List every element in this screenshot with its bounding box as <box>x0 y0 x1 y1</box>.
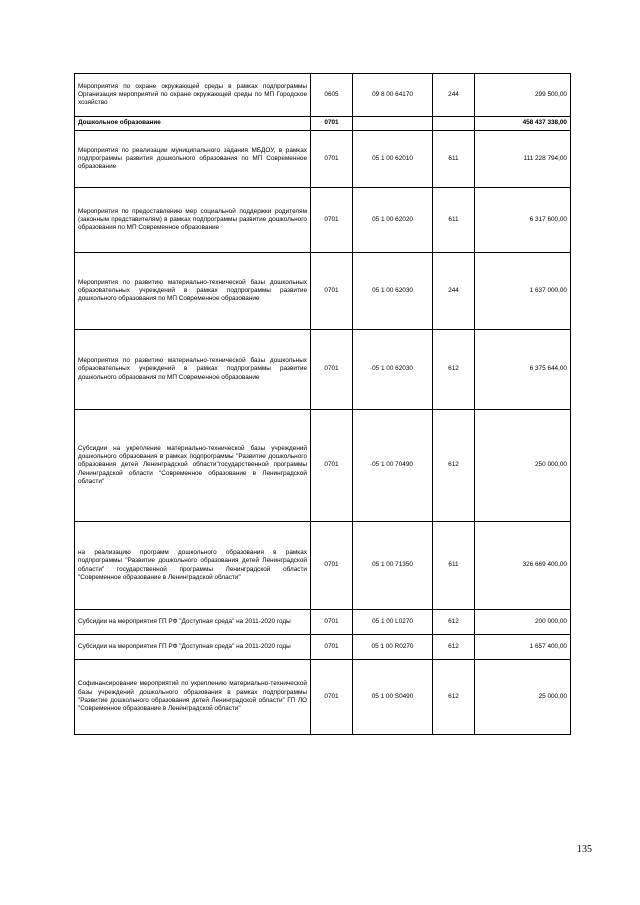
row-target-code: 05 1 00 R0270 <box>353 635 433 660</box>
row-section-code: 0701 <box>311 188 353 253</box>
table-row <box>75 330 571 410</box>
row-amount: 1 657 400,00 <box>475 635 571 660</box>
row-amount: 25 000,00 <box>475 660 571 735</box>
row-target-code: 05 1 00 62020 <box>353 188 433 253</box>
row-amount: 200 000,00 <box>475 610 571 635</box>
row-target-code: 05 1 00 62010 <box>353 131 433 188</box>
row-target-code: 05 1 00 L0270 <box>353 610 433 635</box>
page-number: 135 <box>577 844 592 855</box>
row-amount: 326 669 400,00 <box>475 522 571 610</box>
row-expense-type: 612 <box>433 635 475 660</box>
table-row <box>75 660 571 735</box>
row-amount: 6 317 600,00 <box>475 188 571 253</box>
row-expense-type: 244 <box>433 253 475 330</box>
row-description: Мероприятия по развитию материально-технической базы дошкольных образовательных учреждений в рамках подпрограммы развитие дошкольного образования по МП Современное образование <box>75 253 311 330</box>
row-target-code: 09 8 00 64170 <box>353 74 433 117</box>
row-target-code: 05 1 00 70490 <box>353 410 433 522</box>
row-expense-type: 612 <box>433 330 475 410</box>
row-description: Мероприятия по предоставлению мер социальной поддержки родителям (законным представителям) в рамках подпрограммы развитие дошкольного образования по МП Современное образование <box>75 188 311 253</box>
table-row <box>75 410 571 522</box>
budget-table <box>74 73 571 735</box>
table-row <box>75 188 571 253</box>
row-description: на реализацию программ дошкольного образования в рамках подпрограммы "Развитие дошкольного образования детей Ленинградской области" государственной программы Ленинградской области "Современное образование в Ленинградской области" <box>75 522 311 610</box>
table-row <box>75 522 571 610</box>
budget-table-body <box>75 74 571 735</box>
row-expense-type: 612 <box>433 660 475 735</box>
row-description: Субсидии на мероприятия ГП РФ "Доступная среда" на 2011-2020 годы <box>75 610 311 635</box>
row-expense-type: 611 <box>433 522 475 610</box>
row-amount: 458 437 338,00 <box>475 117 571 131</box>
row-target-code: 05 1 00 S0490 <box>353 660 433 735</box>
row-section-code: 0701 <box>311 522 353 610</box>
table-row <box>75 610 571 635</box>
row-section-code: 0701 <box>311 131 353 188</box>
table-row <box>75 253 571 330</box>
row-expense-type: 611 <box>433 131 475 188</box>
row-amount: 111 228 794,00 <box>475 131 571 188</box>
table-row <box>75 635 571 660</box>
row-target-code: 05 1 00 62030 <box>353 330 433 410</box>
row-section-code: 0701 <box>311 660 353 735</box>
row-expense-type: 244 <box>433 74 475 117</box>
row-section-code: 0701 <box>311 410 353 522</box>
row-amount: 299 500,00 <box>475 74 571 117</box>
row-description: Субсидии на укрепление материально-технической базы учреждений дошкольного образования в рамках подпрограммы "Развитие дошкольного образования детей Ленинградской области"государственной программы Ленинградской области "Современное образование в Ленинградской области" <box>75 410 311 522</box>
row-description: Субсидии на мероприятия ГП РФ "Доступная среда" на 2011-2020 годы <box>75 635 311 660</box>
table-row <box>75 131 571 188</box>
row-expense-type <box>433 117 475 131</box>
row-section-code: 0701 <box>311 117 353 131</box>
table-row <box>75 117 571 131</box>
row-amount: 1 637 000,00 <box>475 253 571 330</box>
row-target-code: 05 1 00 71350 <box>353 522 433 610</box>
row-target-code <box>353 117 433 131</box>
row-expense-type: 612 <box>433 610 475 635</box>
row-target-code: 05 1 00 62030 <box>353 253 433 330</box>
row-section-code: 0605 <box>311 74 353 117</box>
row-description: Софинансирование мероприятий по укреплению материально-технической базы учреждений дошкольного образования в рамках подпрограммы "Развитие дошкольного образования детей Ленинградской области" ГП ЛО "Современное образование в Ленинградской области" <box>75 660 311 735</box>
row-section-code: 0701 <box>311 253 353 330</box>
table-row <box>75 74 571 117</box>
row-description: Мероприятия по реализации муниципального задания МБДОУ, в рамках подпрограммы развития дошкольного образования по МП Современное образование <box>75 131 311 188</box>
row-section-code: 0701 <box>311 635 353 660</box>
row-description: Дошкольное образование <box>75 117 311 131</box>
row-section-code: 0701 <box>311 330 353 410</box>
row-amount: 6 375 644,00 <box>475 330 571 410</box>
row-section-code: 0701 <box>311 610 353 635</box>
row-description: Мероприятия по охране окружающей среды в рамках подпрограммы Организация мероприятий по охране окружающей среды по МП Городское хозяйство <box>75 74 311 117</box>
row-amount: 250 000,00 <box>475 410 571 522</box>
row-expense-type: 612 <box>433 410 475 522</box>
row-description: Мероприятия по развитию материально-технической базы дошкольных образовательных учреждений в рамках подпрограммы развитие дошкольного образования по МП Современное образование <box>75 330 311 410</box>
row-expense-type: 611 <box>433 188 475 253</box>
